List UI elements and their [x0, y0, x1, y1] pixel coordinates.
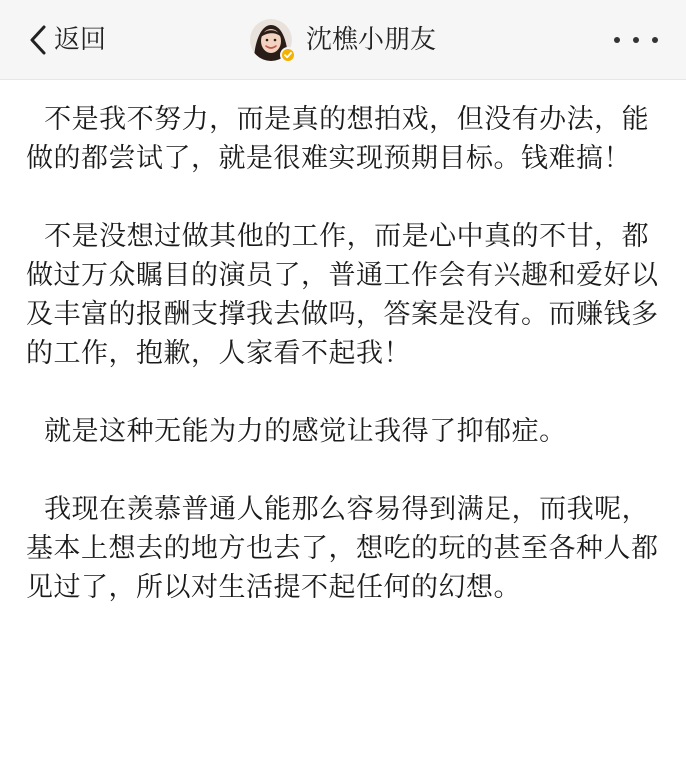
- post-body: [26, 100, 666, 646]
- back-button[interactable]: [28, 18, 106, 62]
- back-label: 返回: [54, 25, 107, 55]
- more-dot: [614, 37, 620, 43]
- navigation-bar: [0, 0, 686, 80]
- profile-header[interactable]: [250, 14, 436, 66]
- verified-badge-icon: [280, 47, 296, 63]
- post-paragraph: 不是没想过做其他的工作，而是心中真的不甘，都做过万众瞩目的演员了，普通工作会有兴趣和爱好以及丰富的报酬支撑我去做吗，答案是没有。而赚钱多的工作，抱歉，人家看不起我！: [26, 221, 659, 369]
- profile-name[interactable]: 沈樵小朋友: [306, 25, 437, 55]
- post-paragraph: 就是这种无能为力的感觉让我得了抑郁症。: [26, 416, 567, 447]
- chevron-left-icon: [28, 24, 48, 56]
- more-dot: [652, 37, 658, 43]
- more-dots-icon[interactable]: [614, 26, 658, 54]
- avatar[interactable]: [250, 19, 292, 61]
- more-dot: [633, 37, 639, 43]
- post-paragraph: 不是我不努力，而是真的想拍戏，但没有办法，能做的都尝试了，就是很难实现预期目标。钱难搞！: [26, 104, 650, 174]
- post-paragraph: 我现在羡慕普通人能那么容易得到满足，而我呢，基本上想去的地方也去了，想吃的玩的甚至各种人都见过了，所以对生活提不起任何的幻想。: [26, 494, 659, 603]
